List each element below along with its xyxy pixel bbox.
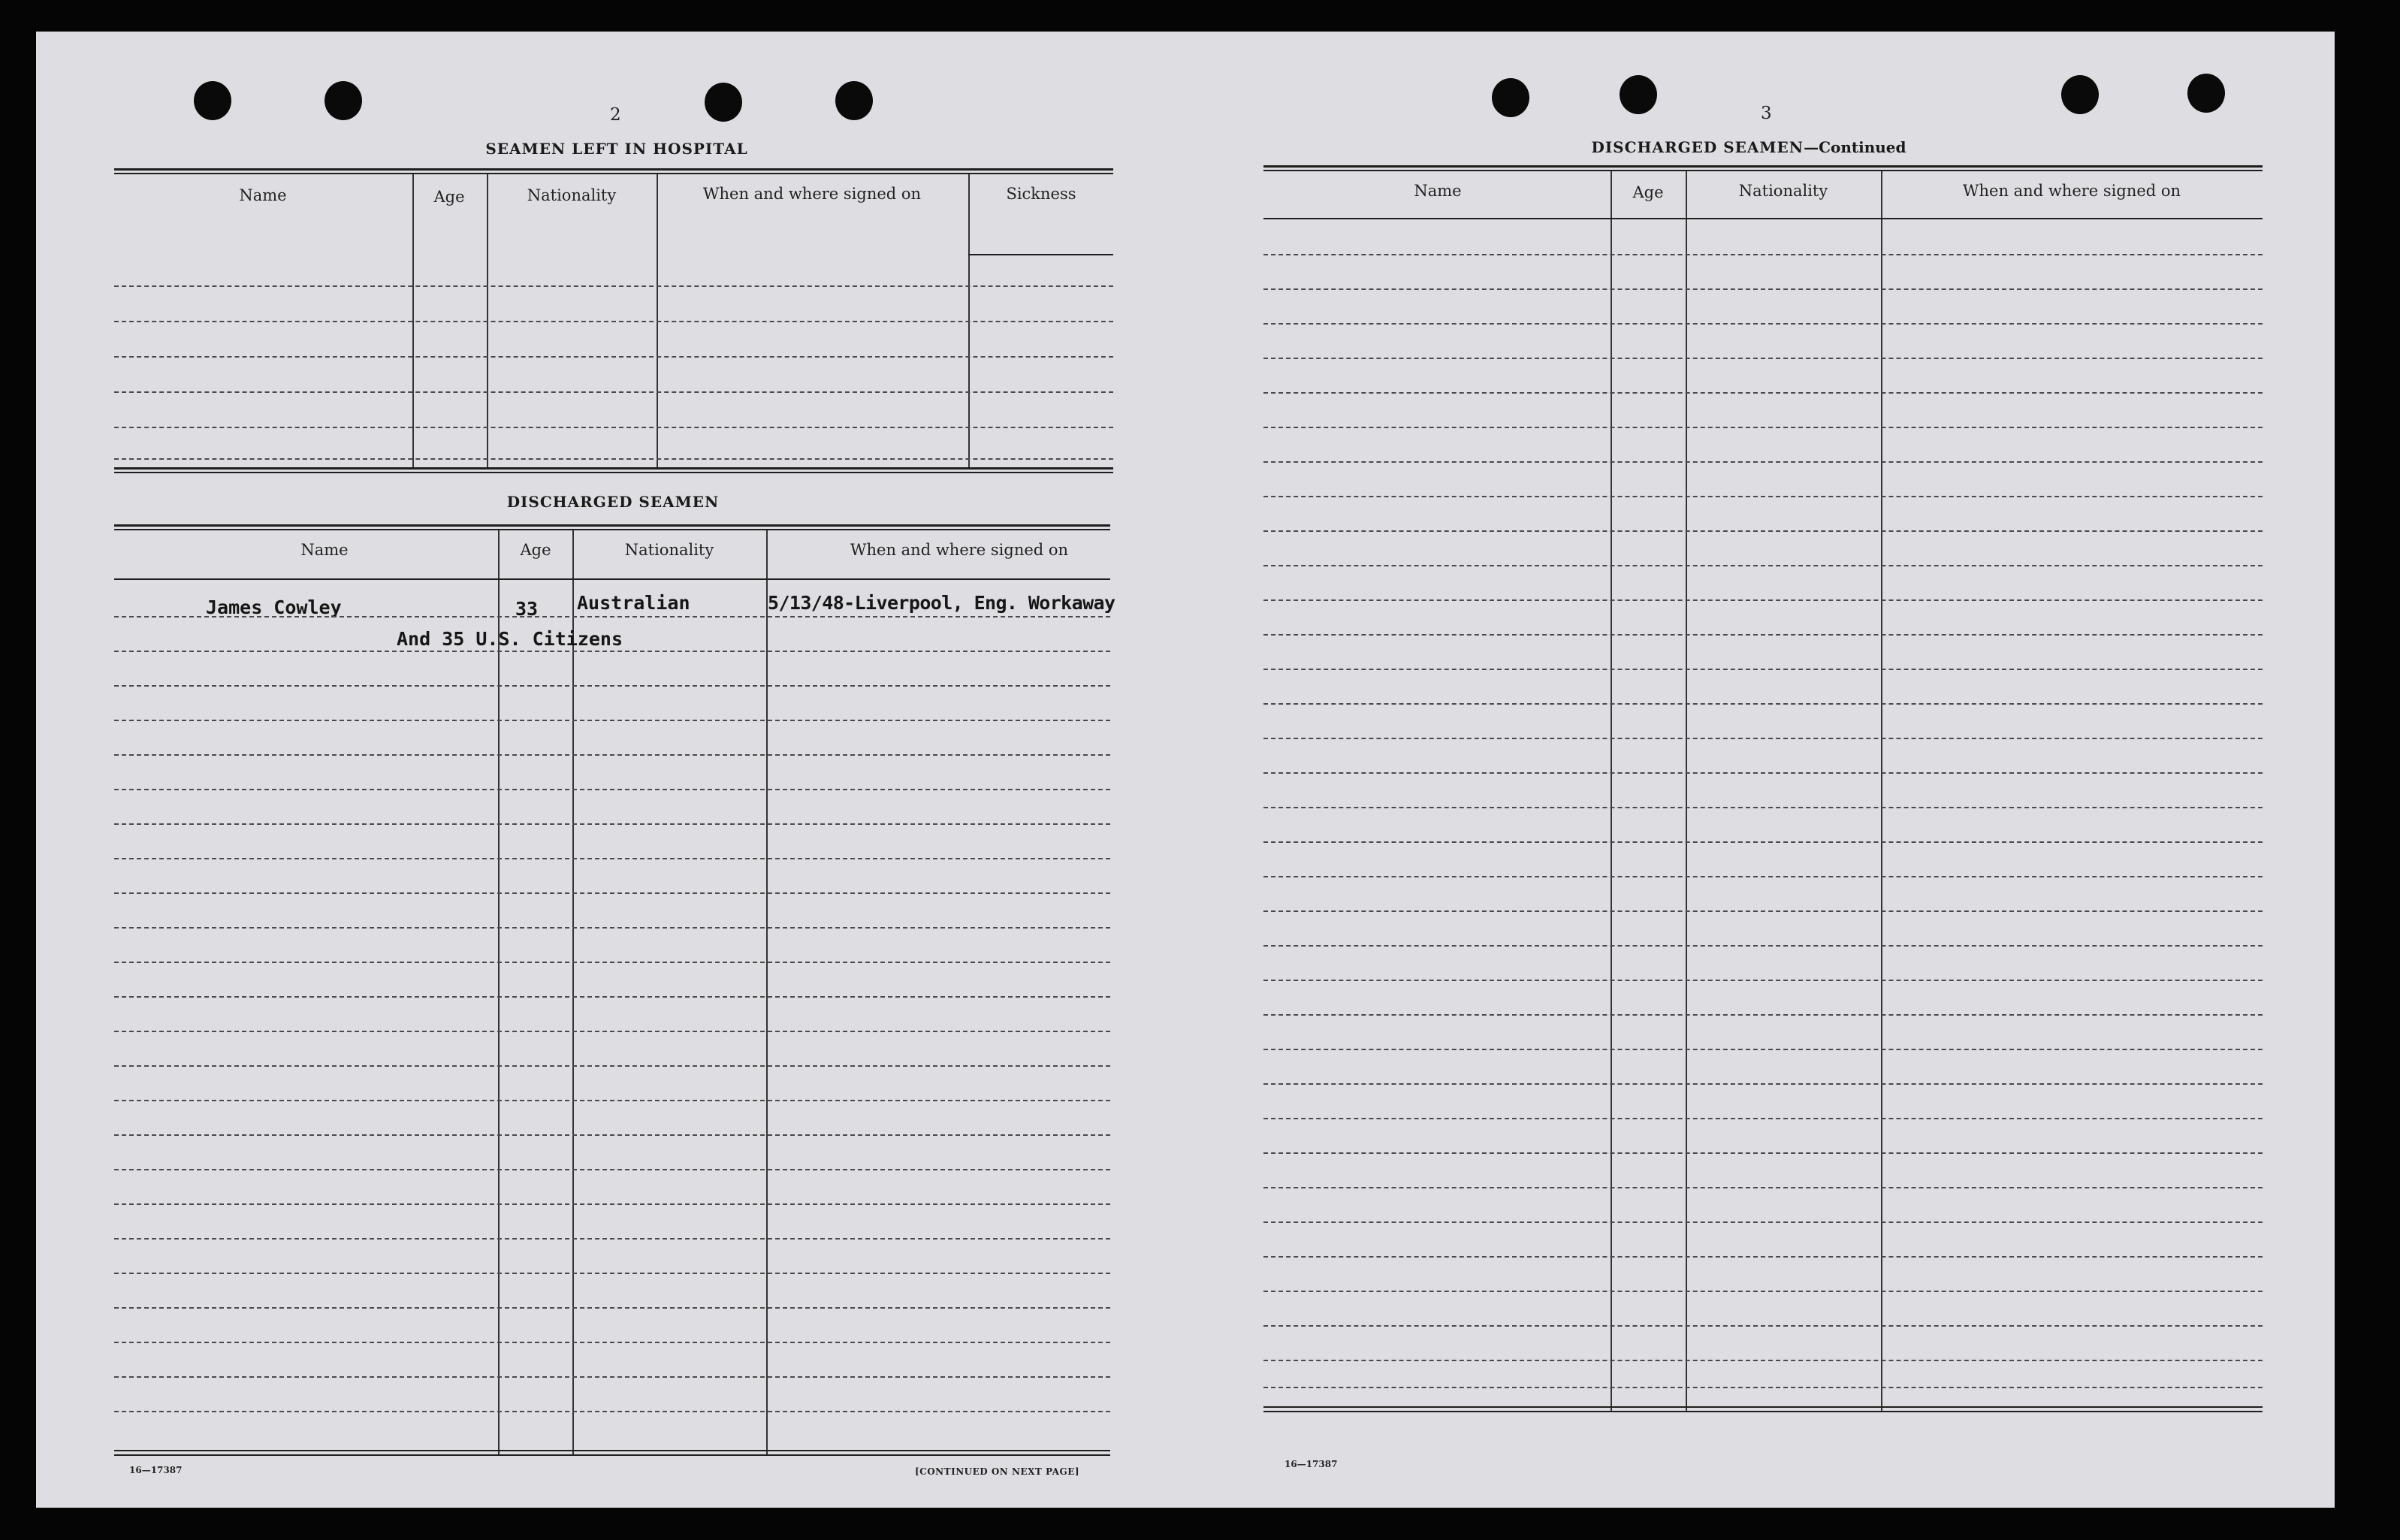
col-header-sickness: Sickness bbox=[1006, 185, 1076, 203]
col-header-name: Name bbox=[239, 186, 287, 204]
row-line bbox=[114, 356, 1113, 358]
header-rule bbox=[968, 254, 1113, 255]
scanned-document bbox=[36, 32, 2335, 1508]
form-number: 16—17387 bbox=[1285, 1459, 1338, 1469]
row-line bbox=[1263, 530, 2263, 532]
discharged-table bbox=[114, 524, 1115, 1460]
column-divider bbox=[766, 530, 768, 1454]
row-line bbox=[1263, 1360, 2263, 1361]
bottom-rule bbox=[1263, 1406, 2263, 1408]
form-number: 16—17387 bbox=[129, 1465, 183, 1475]
discharged-section-title: DISCHARGED SEAMEN bbox=[506, 493, 720, 511]
column-divider bbox=[572, 530, 574, 1454]
row-line bbox=[1263, 1014, 2263, 1016]
row-line bbox=[1263, 841, 2263, 843]
row-line bbox=[1263, 323, 2263, 325]
row-line bbox=[1263, 358, 2263, 359]
row-line bbox=[1263, 876, 2263, 877]
col-header-name: Name bbox=[300, 541, 349, 559]
row-line bbox=[114, 321, 1113, 322]
row-line bbox=[114, 1273, 1110, 1274]
row-line bbox=[114, 1307, 1110, 1309]
col-header-nationality: Nationality bbox=[624, 541, 714, 559]
row-line bbox=[114, 892, 1110, 894]
col-header-signed-on: When and where signed on bbox=[702, 185, 922, 203]
binder-hole bbox=[1492, 78, 1529, 117]
bottom-rule bbox=[1263, 1411, 2263, 1412]
row-line bbox=[1263, 1083, 2263, 1085]
row-line bbox=[1263, 1291, 2263, 1292]
top-rule bbox=[114, 173, 1113, 174]
row-line bbox=[114, 1238, 1110, 1240]
row-line bbox=[114, 458, 1113, 460]
header-rule bbox=[1263, 218, 2263, 219]
row-line bbox=[114, 616, 1110, 618]
hospital-section-title: SEAMEN LEFT IN HOSPITAL bbox=[485, 140, 748, 158]
row-line bbox=[1263, 496, 2263, 497]
binder-hole bbox=[835, 81, 873, 120]
row-line bbox=[114, 1342, 1110, 1343]
row-line bbox=[1263, 392, 2263, 394]
bottom-rule bbox=[114, 1454, 1110, 1456]
row-line bbox=[1263, 945, 2263, 947]
col-header-name: Name bbox=[1414, 182, 1462, 200]
row-line bbox=[114, 858, 1110, 859]
row-line bbox=[114, 1411, 1110, 1412]
title-suffix: —Continued bbox=[1804, 138, 1906, 156]
row-line bbox=[1263, 599, 2263, 601]
bottom-rule bbox=[114, 467, 1113, 470]
row-line bbox=[1263, 254, 2263, 255]
row-line bbox=[1263, 1187, 2263, 1188]
row-line bbox=[1263, 634, 2263, 636]
page-number: 3 bbox=[1761, 104, 1772, 123]
header-rule bbox=[114, 578, 1110, 580]
top-rule bbox=[114, 529, 1110, 530]
row-line bbox=[1263, 1325, 2263, 1327]
bottom-rule bbox=[114, 472, 1113, 473]
row-line bbox=[114, 1031, 1110, 1032]
col-header-age: Age bbox=[1632, 183, 1664, 201]
title-main: DISCHARGED SEAMEN bbox=[1591, 138, 1804, 156]
top-rule bbox=[1263, 170, 2263, 171]
top-rule bbox=[1263, 165, 2263, 168]
page-number: 2 bbox=[610, 105, 621, 125]
row-line bbox=[114, 720, 1110, 721]
row-line bbox=[1263, 1118, 2263, 1119]
entry-signed-on: 5/13/48-Liverpool, Eng. Workaway bbox=[768, 592, 1115, 614]
row-line bbox=[1263, 980, 2263, 981]
row-line bbox=[1263, 669, 2263, 670]
binder-hole bbox=[2187, 74, 2225, 113]
row-line bbox=[114, 1203, 1110, 1205]
row-line bbox=[114, 996, 1110, 998]
row-line bbox=[1263, 807, 2263, 808]
row-line bbox=[1263, 1256, 2263, 1258]
row-line bbox=[114, 427, 1113, 428]
binder-hole bbox=[1620, 75, 1657, 114]
row-line bbox=[1263, 1049, 2263, 1050]
continued-note: [CONTINUED ON NEXT PAGE] bbox=[915, 1466, 1080, 1477]
row-line bbox=[114, 685, 1110, 687]
entry-nationality: Australian bbox=[577, 592, 690, 614]
col-header-age: Age bbox=[520, 541, 551, 559]
row-line bbox=[114, 789, 1110, 790]
binder-hole bbox=[2061, 75, 2099, 114]
row-line bbox=[1263, 703, 2263, 705]
col-header-signed-on: When and where signed on bbox=[1962, 182, 2181, 200]
row-line bbox=[1263, 772, 2263, 774]
row-line bbox=[114, 1376, 1110, 1378]
row-line bbox=[114, 1169, 1110, 1170]
hospital-table bbox=[114, 168, 1113, 475]
row-line bbox=[1263, 427, 2263, 428]
entry-name: James Cowley bbox=[206, 596, 342, 618]
entry-age: 33 bbox=[515, 598, 539, 620]
row-line bbox=[1263, 288, 2263, 290]
binder-hole bbox=[194, 81, 231, 120]
row-line bbox=[114, 1134, 1110, 1136]
citizens-note: And 35 U.S. Citizens bbox=[397, 628, 623, 650]
discharged-continued-title bbox=[1591, 138, 1906, 156]
row-line bbox=[114, 391, 1113, 393]
discharged-continued-table bbox=[1263, 165, 2263, 1418]
row-line bbox=[114, 1100, 1110, 1101]
row-line bbox=[114, 651, 1110, 652]
row-line bbox=[1263, 1152, 2263, 1154]
col-header-nationality: Nationality bbox=[527, 186, 617, 204]
row-line bbox=[114, 927, 1110, 929]
row-line bbox=[114, 1065, 1110, 1067]
top-rule bbox=[114, 524, 1110, 527]
row-line bbox=[1263, 1221, 2263, 1223]
row-line bbox=[1263, 1387, 2263, 1388]
col-header-signed-on: When and where signed on bbox=[850, 541, 1069, 559]
col-header-nationality: Nationality bbox=[1738, 182, 1828, 200]
row-line bbox=[1263, 910, 2263, 912]
binder-hole bbox=[325, 81, 362, 120]
row-line bbox=[114, 962, 1110, 963]
row-line bbox=[114, 754, 1110, 756]
row-line bbox=[114, 823, 1110, 825]
top-rule bbox=[114, 168, 1113, 171]
column-divider bbox=[498, 530, 500, 1454]
row-line bbox=[1263, 461, 2263, 463]
bottom-rule bbox=[114, 1450, 1110, 1451]
row-line bbox=[1263, 738, 2263, 739]
binder-hole bbox=[705, 83, 742, 122]
row-line bbox=[1263, 565, 2263, 566]
row-line bbox=[114, 285, 1113, 287]
col-header-age: Age bbox=[433, 188, 465, 206]
